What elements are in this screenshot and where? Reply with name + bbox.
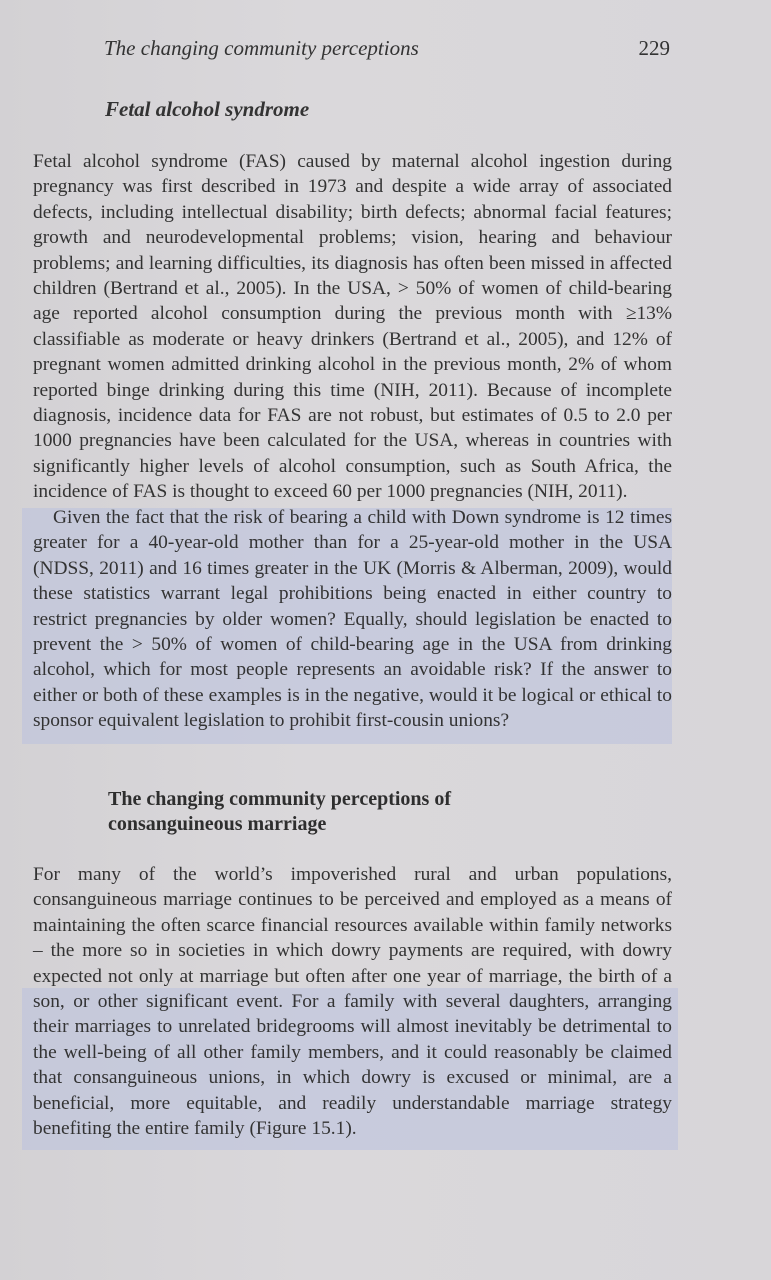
- section-heading-fetal-alcohol: Fetal alcohol syndrome: [105, 97, 310, 121]
- paragraph-fas-overview: [33, 149, 672, 505]
- running-head: [104, 36, 670, 64]
- paragraph-text: Given the fact that the risk of bearing a child with Down syndrome is 12 times greater for a 40-year-old mother than for a 25-year-old mother in the USA (NDSS, 2011) and 16 times greater in the UK (Morris & Alberman, 2009), would these statistics warrant legal prohibitions being enacted in either country to restrict pregnancies by older women? Equally, should legislation be enacted to prevent the > 50% of women of child-bearing age in the USA from drinking alcohol, which for most people represents an avoidable risk? If the answer to either or both of these examples is in the negative, would it be logical or ethical to sponsor equivalent legislation to prohibit first-cousin unions?: [33, 507, 672, 732]
- page-number: 229: [638, 36, 670, 60]
- paragraph-down-syndrome-comparison: [33, 505, 672, 734]
- heading-line: consanguineous marriage: [108, 813, 327, 835]
- paragraph-consanguineous-marriage: [33, 862, 672, 1141]
- paragraph-text: For many of the world’s impoverished rural and urban populations, consanguineous marriage continues to be perceived and employed as a means of maintaining the often scarce financial resources available within family networks – the more so in societies in which dowry payments are required, with dowry expected not only at marriage but often after one year of marriage, the birth of a son, or other significant event. For a family with several daughters, arranging their marriages to unrelated bridegrooms will almost inevitably be detrimental to the well-being of all other family members, and it could reasonably be claimed that consanguineous unions, in which dowry is excused or minimal, are a beneficial, more equitable, and readily understandable marriage strategy benefiting the entire family (Figure 15.1).: [33, 864, 672, 1140]
- section-heading-consanguineous: [108, 787, 451, 837]
- paragraph-text: Fetal alcohol syndrome (FAS) caused by maternal alcohol ingestion during pregnancy was first described in 1973 and despite a wide array of associated defects, including intellectual disability; birth defects; abnormal facial features; growth and neurodevelopmental problems; vision, hearing and behaviour problems; and learning difficulties, its diagnosis has often been missed in affected children (Bertrand et al., 2005). In the USA, > 50% of women of child-bearing age reported alcohol consumption during the previous month with ≥13% classifiable as moderate or heavy drinkers (Bertrand et al., 2005), and 12% of pregnant women admitted drinking alcohol in the previous month, 2% of whom reported binge drinking during this time (NIH, 2011). Because of incomplete diagnosis, incidence data for FAS are not robust, but estimates of 0.5 to 2.0 per 1000 pregnancies have been calculated for the USA, whereas in countries with significantly higher levels of alcohol consumption, such as South Africa, the incidence of FAS is thought to exceed 60 per 1000 pregnancies (NIH, 2011).: [33, 151, 672, 503]
- running-head-title: The changing community perceptions: [104, 36, 419, 60]
- heading-line: The changing community perceptions of: [108, 788, 451, 810]
